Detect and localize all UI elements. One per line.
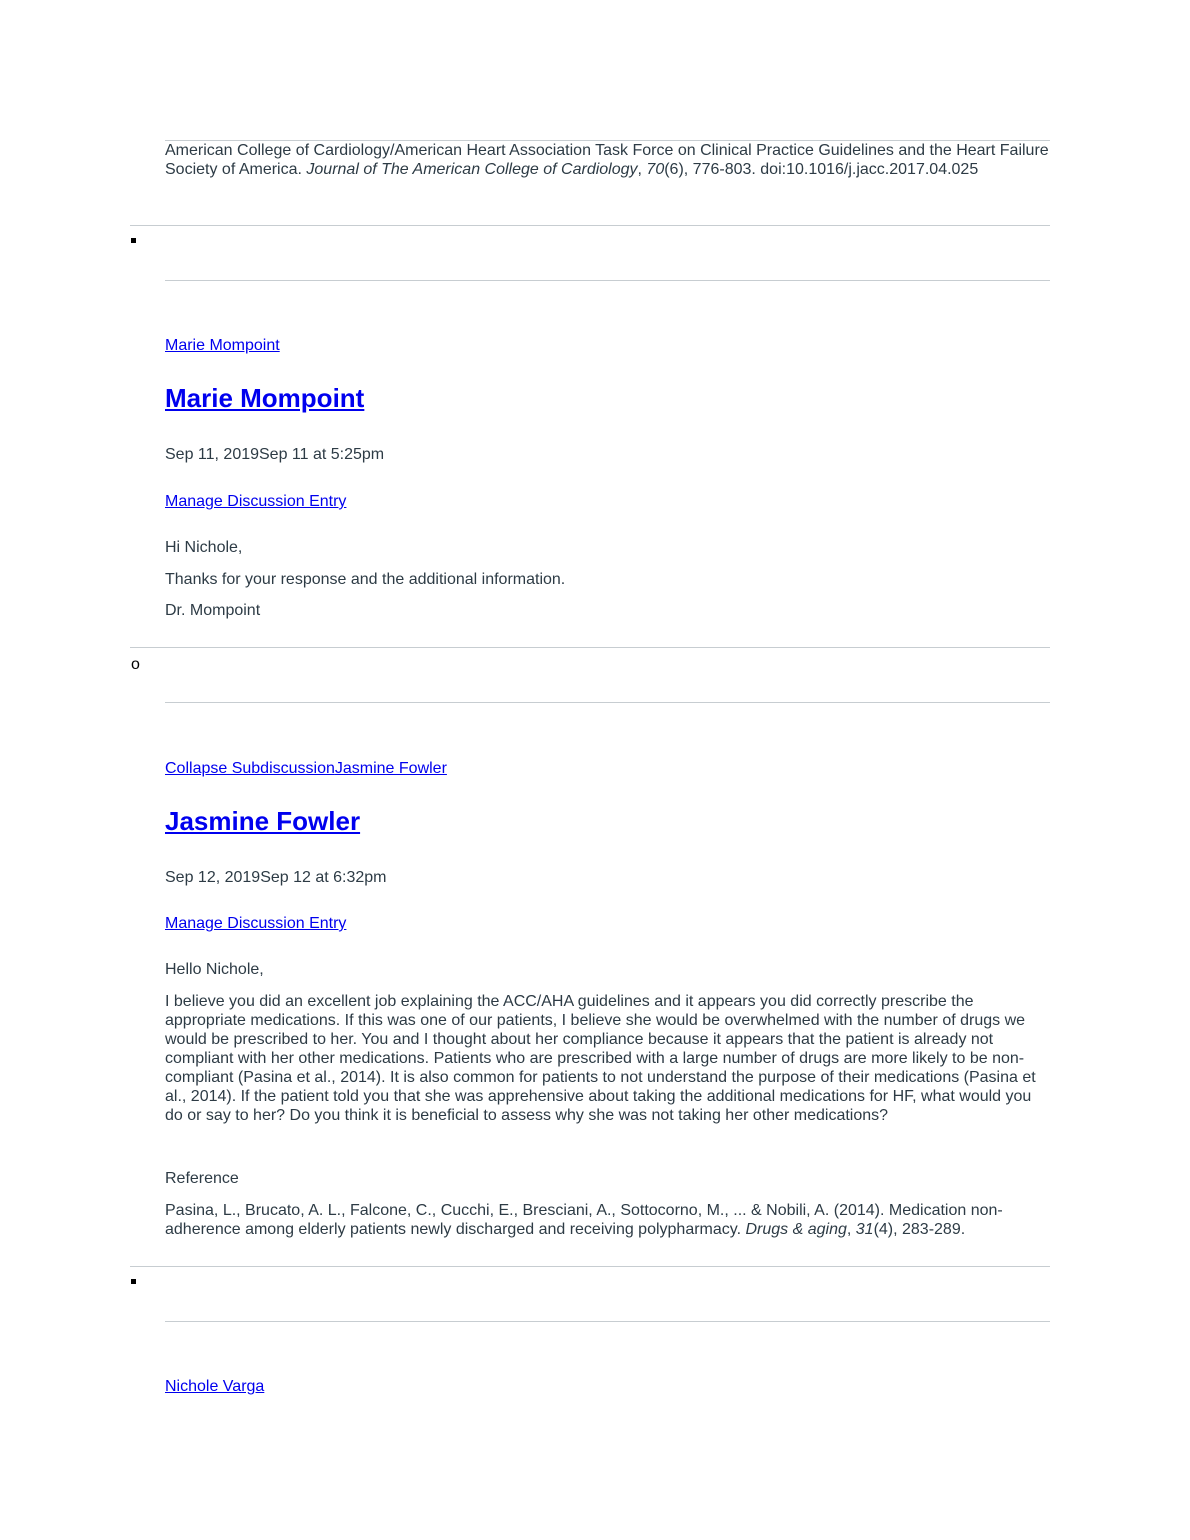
reference-text: American College of Cardiology/American Heart Association Task Force on Clinical Practice Guidelines and the Heart Failure Society of America. [165,142,1049,178]
author-link-row [165,336,1050,355]
entry-body-line: Hi Nichole, [165,539,243,556]
author-link[interactable]: Jasmine Fowler [334,760,447,777]
entry-date: Sep 12, 2019Sep 12 at 6:32pm [165,869,387,886]
reference-volume: 31 [855,1221,874,1238]
manage-row [165,492,1050,511]
author-link-row [165,759,1050,778]
reference-journal: Drugs & aging [745,1221,847,1238]
divider [130,647,1050,648]
reference-heading: Reference [165,1170,239,1187]
author-link[interactable]: Nichole Varga [165,1378,265,1395]
top-reference [165,141,1050,179]
list-bullet [131,238,136,243]
entry-greeting: Hello Nichole, [165,961,264,978]
divider [130,225,1050,226]
manage-row [165,914,1050,933]
divider [165,702,1050,703]
entry-reference [165,1201,1050,1239]
divider [165,280,1050,281]
reference-comma: , [846,1221,856,1238]
manage-discussion-entry-link[interactable]: Manage Discussion Entry [165,915,347,932]
divider [130,1266,1050,1267]
entry-author-heading [165,806,1050,836]
author-heading-link[interactable]: Jasmine Fowler [165,806,361,836]
list-bullet-circle: o [131,656,140,673]
entry-paragraph: I believe you did an excellent job explaining the ACC/AHA guidelines and it appears you did correctly prescribe the appropriate medications. If this was one of our patients, I believe she would be overwhelmed with the number of drugs we would be prescribed to her. You and I thought about her compliance because it appears that the patient is already not compliant with her other medications. Patients who are prescribed with a large number of drugs are more likely to be non-compliant (Pasina et al., 2014). It is also common for patients to not understand the purpose of their medications (Pasina et al., 2014). If the patient told you that she was apprehensive about taking the additional medications for HF, what would you do or say to her? Do you think it is beneficial to assess why she was not taking her other medications? [165,993,1036,1124]
author-link-row [165,1377,1050,1396]
author-heading-link[interactable]: Marie Mompoint [165,383,365,413]
reference-rest: (6), 776-803. doi:10.1016/j.jacc.2017.04.025 [664,161,979,178]
manage-discussion-entry-link[interactable]: Manage Discussion Entry [165,493,347,510]
entry-date: Sep 11, 2019Sep 11 at 5:25pm [165,446,385,463]
author-link[interactable]: Marie Mompoint [165,337,280,354]
list-bullet [131,1279,136,1284]
entry-body-line: Thanks for your response and the additional information. [165,571,566,588]
divider [165,1321,1050,1322]
reference-comma: , [637,161,647,178]
reference-rest: (4), 283-289. [873,1221,966,1238]
collapse-subdiscussion-link[interactable]: Collapse Subdiscussion [165,760,335,777]
reference-text: Pasina, L., Brucato, A. L., Falcone, C., Cucchi, E., Bresciani, A., Sottocorno, M., ... & Nobili, A. (2014). Medication non-adherence among elderly patients newly discharged and receiving polypharmacy. [165,1202,1003,1238]
entry-body-line: Dr. Mompoint [165,602,261,619]
entry-author-heading [165,383,1050,413]
reference-volume: 70 [646,161,665,178]
reference-journal: Journal of The American College of Cardiology [306,161,638,178]
